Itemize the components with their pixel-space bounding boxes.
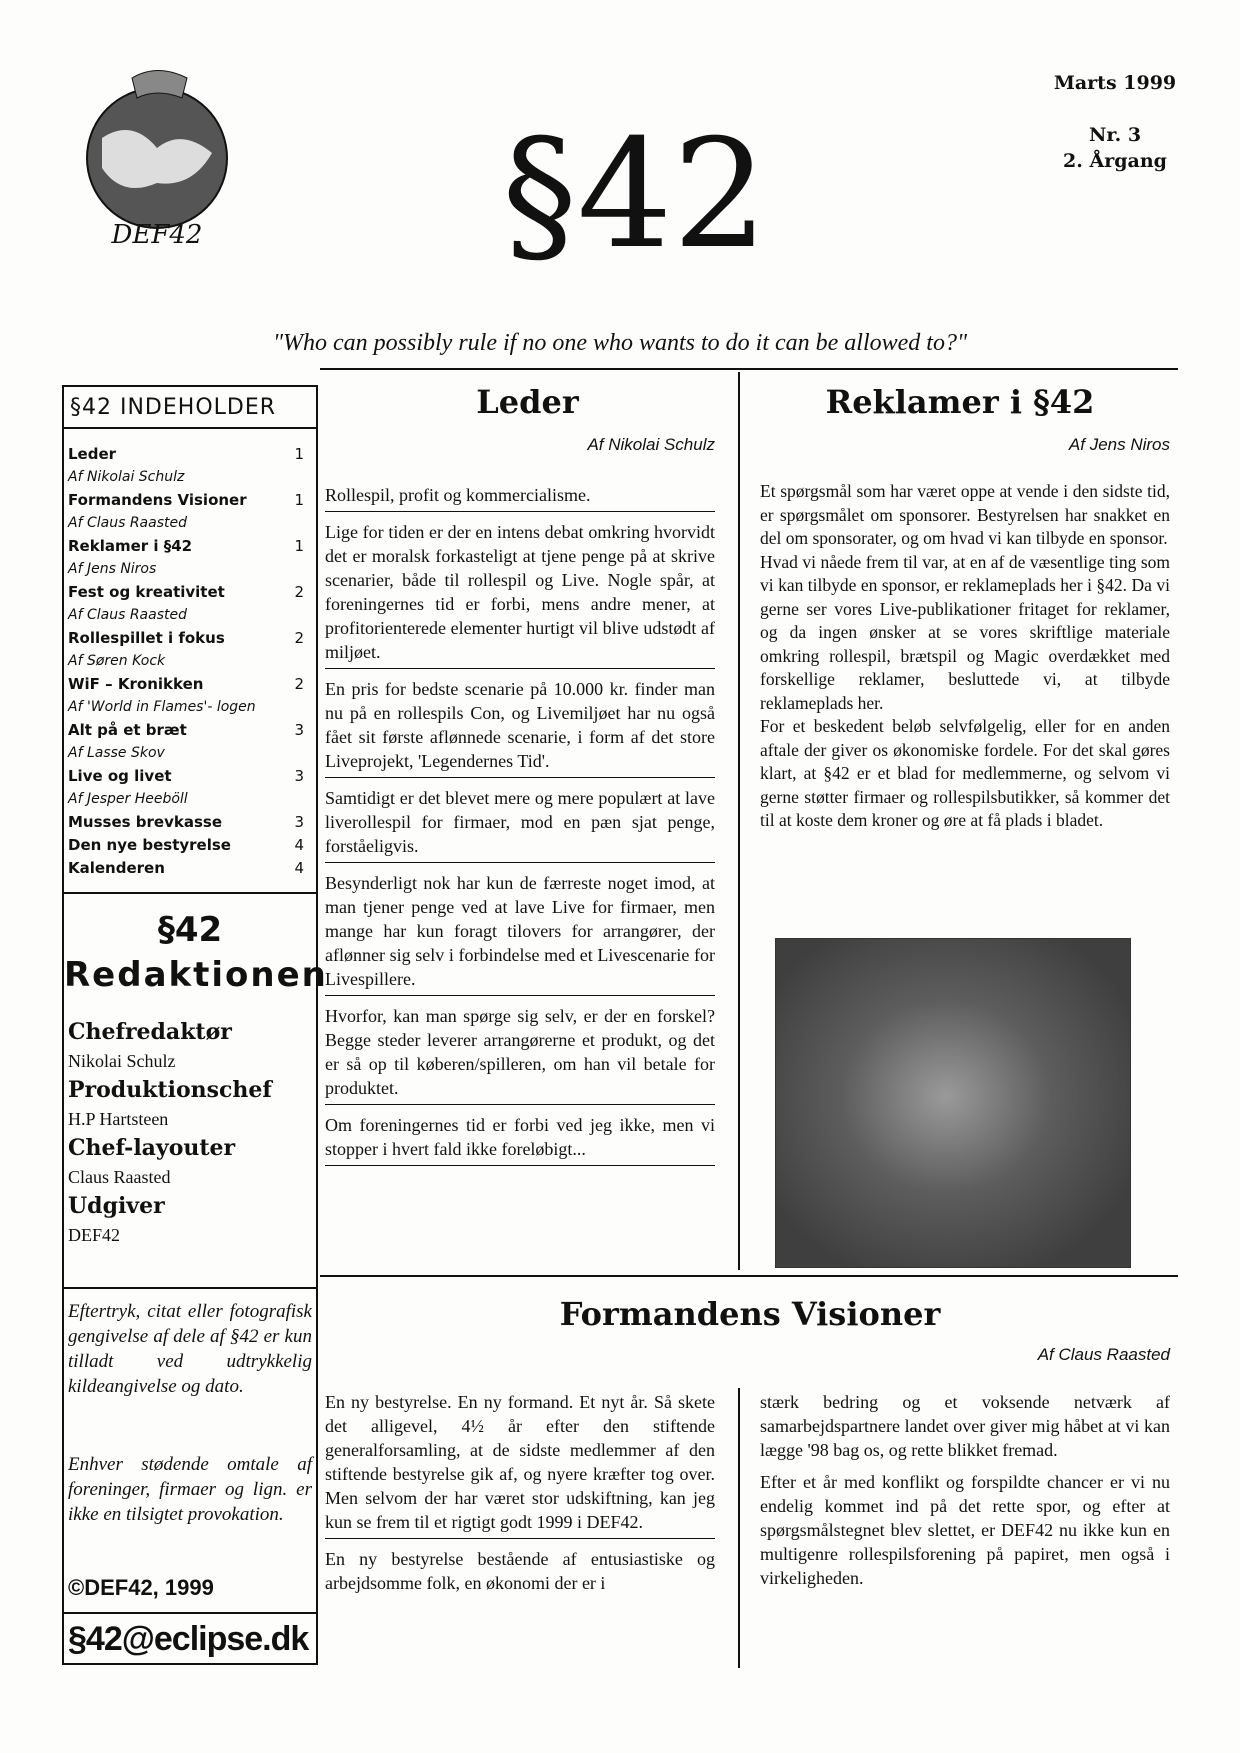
leder-heading: Leder [476, 383, 579, 421]
staff-name: DEF42 [68, 1225, 121, 1245]
divider [64, 1287, 316, 1289]
paragraph: Rollespil, profit og kommercialisme. [325, 483, 715, 512]
toc-author: Af Claus Raasted [68, 607, 187, 623]
toc-entry: Den nye bestyrelse 4 [68, 836, 304, 854]
toc-author: Af Lasse Skov [68, 745, 165, 761]
formanden-col1 [325, 1390, 715, 1607]
toc-entry: Alt på et bræt 3 [68, 721, 304, 739]
sidebar-box [62, 385, 328, 1665]
toc-heading: §42 INDEHOLDER [64, 387, 316, 429]
header-divider [320, 368, 1178, 370]
staff-name: Claus Raasted [68, 1167, 171, 1187]
redaktion-title: §42 [157, 910, 223, 950]
leder-byline: Af Nikolai Schulz [587, 435, 715, 454]
portrait-photo [775, 938, 1131, 1268]
toc-entry: Fest og kreativitet 2 [68, 583, 304, 601]
paragraph: For et beskedent beløb selvfølgelig, eller for en anden aftale der giver os økonomiske fordele. For det skal gøres klart, at §42 er et blad for medlemmerne, og selvom vi gerne støtter firmaer og rollespilsbutikker, så kommer det til at koste dem kroner og øre at få plads i bladet. [760, 716, 1170, 830]
reklamer-heading: Reklamer i §42 [825, 383, 1095, 421]
toc-entry: Formandens Visioner 1 [68, 491, 304, 509]
reklamer-byline: Af Jens Niros [1068, 435, 1170, 454]
toc-author: Af Nikolai Schulz [68, 469, 185, 485]
toc-entry: Reklamer i §42 1 [68, 537, 304, 555]
paragraph: En ny bestyrelse bestående af entusiastiske og arbejdsomme folk, en økonomi der er i [325, 1549, 715, 1593]
contact-email[interactable]: §42@eclipse.dk [68, 1620, 309, 1658]
def42-logo [62, 58, 252, 258]
toc-entry: Musses brevkasse 3 [68, 813, 304, 831]
toc-entry: Leder 1 [68, 445, 304, 463]
toc-author: Af 'World in Flames'- logen [68, 699, 256, 715]
issue-info [1040, 70, 1190, 174]
paragraph: Samtidigt er det blevet mere og mere populært at lave liverollespil for firmaer, mod en pæn sjat penge, forståeligvis. [325, 786, 715, 863]
paragraph: Et spørgsmål som har været oppe at vende i den sidste tid, er spørgsmålet om sponsorer. Bestyrelsen har snakket en del om sponsorater, og om hvad vi kan tilbyde en sponsor. [760, 481, 1170, 548]
column-divider [738, 372, 740, 1270]
staff-role: Udgiver [68, 1193, 165, 1219]
toc-author: Af Claus Raasted [68, 515, 187, 531]
staff-role: Chefredaktør [68, 1019, 232, 1045]
motto: "Who can possibly rule if no one who wants to do it can be allowed to?" [272, 330, 968, 356]
toc-author: Af Jesper Heeböll [68, 791, 188, 807]
formanden-heading: Formandens Visioner [559, 1295, 941, 1333]
toc-entry: Live og livet 3 [68, 767, 304, 785]
toc-entry: Kalenderen 4 [68, 859, 304, 877]
toc-entry: WiF – Kronikken 2 [68, 675, 304, 693]
paragraph: Om foreningernes tid er forbi ved jeg ikke, men vi stopper i hvert fald ikke foreløbigt... [325, 1113, 715, 1166]
paragraph: Efter et år med konflikt og forspildte chancer er vi nu endelig kommet ind på det rette spor, og efter at spørgsmålstegnet blev slettet, er DEF42 nu ikke kun en multigenre rollespilsforening på papiret, men også i virkeligheden. [760, 1472, 1170, 1588]
issue-volume: 2. Årgang [1063, 150, 1167, 172]
paragraph: En ny bestyrelse. En ny formand. Et nyt år. Så skete det alligevel, 4½ år efter den stiftende generalforsamling, at de sidste medlemmer af den stiftende bestyrelse gik af, og nyere kræfter tog over. Men selvom der har været stor udskiftning, kan jeg kun se frem til et rigtigt godt 1999 i DEF42. [325, 1390, 715, 1539]
divider [64, 1612, 316, 1614]
divider [64, 892, 316, 894]
staff-role: Produktionschef [68, 1077, 272, 1103]
paragraph: Lige for tiden er der en intens debat omkring hvorvidt det er moralsk forkasteligt at tjene penge på at skrive scenarier, både til rollespil og Live. Nogle spår, at foreningernes tid er forbi, mens andre mener, at profitorienterede elementer hurtigt vil blive udstødt af miljøet. [325, 520, 715, 669]
reklamer-body [760, 480, 1170, 833]
issue-number: Nr. 3 [1088, 124, 1142, 146]
staff-role: Chef-layouter [68, 1135, 236, 1161]
disclaimer-note: Enhver stødende omtale af foreninger, firmaer og lign. er ikke en tilsigtet provokation. [68, 1454, 312, 1525]
toc-list [68, 443, 312, 880]
staff-name: H.P Hartsteen [68, 1109, 169, 1129]
paragraph: Hvorfor, kan man spørge sig selv, er der en forskel? Begge steder leverer arrangørerne et produkt, og det er så op til køberen/spilleren, om han vil betale for produktet. [325, 1004, 715, 1105]
copyright: ©DEF42, 1999 [68, 1575, 214, 1600]
logo-text: DEF42 [111, 220, 203, 250]
paragraph: Besynderligt nok har kun de færreste noget imod, at man tjener penge ved at lave Live for firmaer, men mange har kun foragt tilovers for arrangører, der aflønner sig selv i forbindelse med et Livescenarie for Livespillere. [325, 871, 715, 996]
reprint-note: Eftertryk, citat eller fotografisk gengivelse af dele af §42 er kun tilladt ved udtrykkelig kildeangivelse og dato. [68, 1301, 312, 1397]
paragraph: En pris for bedste scenarie på 10.000 kr. finder man nu på en rollespils Con, og Livemiljøet har nu også fået sit første aflønnede scenarie, i form af det store Liveprojekt, 'Legendernes Tid'. [325, 677, 715, 778]
leder-body [325, 483, 715, 1174]
toc-author: Af Søren Kock [68, 653, 166, 669]
redaktion-heading: Redaktionen [64, 955, 328, 995]
section-divider [320, 1275, 1178, 1277]
paragraph: Hvad vi nåede frem til var, at en af de væsentlige ting som vi kan tilbyde en sponsor, er reklameplads her i §42. Da vi gerne ser vores Live-publikationer fritaget for reklamer, og da ingen ønsker at se vores skriftlige materiale omkring rollespil, brætspil og Magic overdækket med forskellige reklamer, besluttede vi, at tilbyde reklameplads her. [760, 551, 1170, 713]
formanden-col2 [760, 1390, 1170, 1590]
formanden-byline: Af Claus Raasted [1037, 1345, 1170, 1364]
issue-date: Marts 1999 [1053, 72, 1177, 94]
masthead-title: §42 [502, 108, 768, 282]
staff-list [68, 1017, 312, 1249]
toc-entry: Rollespillet i fokus 2 [68, 629, 304, 647]
column-divider [738, 1388, 740, 1668]
toc-author: Af Jens Niros [68, 561, 157, 577]
staff-name: Nikolai Schulz [68, 1051, 176, 1071]
paragraph: stærk bedring og et voksende netværk af samarbejdspartnere landet over giver mig håbet at vi kan lægge '98 bag os, og rette blikket fremad. [760, 1392, 1170, 1460]
